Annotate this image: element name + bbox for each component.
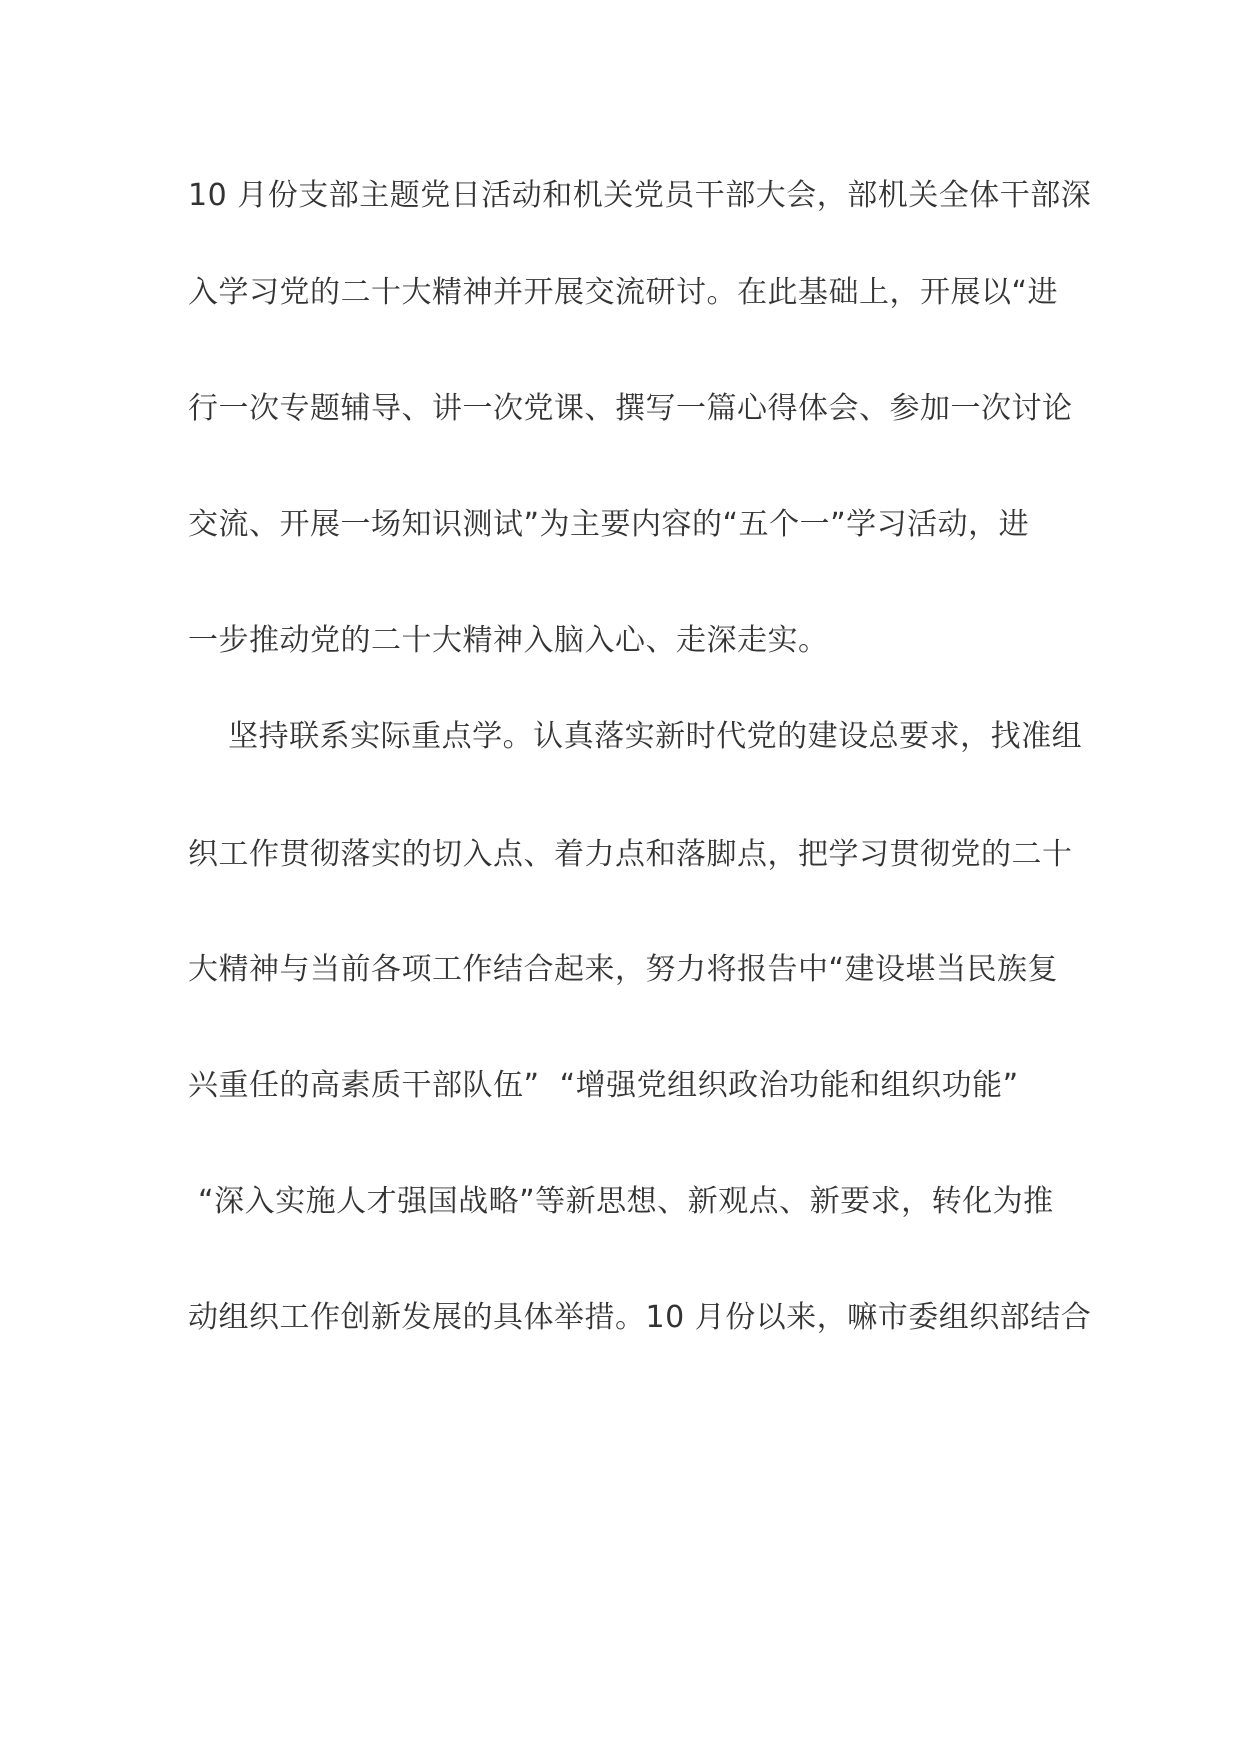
text-line-5: 一步推动党的二十大精神入脑入心、走深走实。 [188, 623, 829, 658]
text-line-11: 动组织工作创新发展的具体举措。10 月份以来，嘛市委组织部结合 [188, 1300, 1092, 1335]
text-line-2: 入学习党的二十大精神并开展交流研讨。在此基础上，开展以“进 [188, 275, 1059, 310]
text-line-6: 坚持联系实际重点学。认真落实新时代党的建设总要求，找准组 [188, 719, 1083, 754]
text-line-10: “深入实施人才强国战略”等新思想、新观点、新要求，转化为推 [188, 1184, 1054, 1219]
text-line-4: 交流、开展一场知识测试”为主要内容的“五个一”学习活动，进 [188, 507, 1030, 542]
text-line-7: 织工作贯彻落实的切入点、着力点和落脚点，把学习贯彻党的二十 [188, 837, 1073, 872]
text-line-3: 行一次专题辅导、讲一次党课、撰写一篇心得体会、参加一次讨论 [188, 391, 1073, 426]
text-line-8: 大精神与当前各项工作结合起来，努力将报告中“建设堪当民族复 [188, 952, 1059, 987]
text-line-9: 兴重任的高素质干部队伍” “增强党组织政治功能和组织功能” [188, 1068, 1019, 1103]
text-line-1: 10 月份支部主题党日活动和机关党员干部大会，部机关全体干部深 [188, 178, 1092, 213]
